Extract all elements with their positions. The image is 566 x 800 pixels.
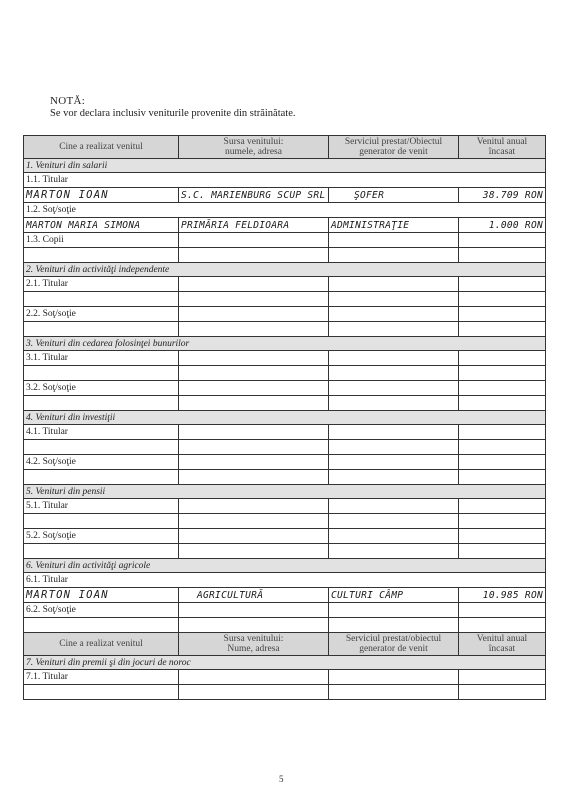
section-title: 7. Venituri din premii şi din jocuri de noroc bbox=[24, 656, 546, 670]
row-label: 2.1. Titular bbox=[24, 277, 179, 292]
income-amount: 1.000 RON bbox=[459, 218, 546, 233]
table-row bbox=[24, 618, 546, 633]
section-title: 4. Venituri din investiţii bbox=[24, 411, 546, 425]
row-label: 5.2. Soţ/soţie bbox=[24, 529, 179, 544]
row-label: 1.1. Titular bbox=[24, 173, 546, 188]
table-row bbox=[24, 351, 546, 366]
header-service: Serviciul prestat/obiectul generator de venit bbox=[329, 633, 459, 656]
table-row bbox=[24, 425, 546, 440]
table-row bbox=[24, 470, 546, 485]
table-row bbox=[24, 455, 546, 470]
income-source: PRIMĂRIA FELDIOARA bbox=[179, 218, 329, 233]
income-amount: 10.985 RON bbox=[459, 588, 546, 603]
income-who: MARTON IOAN bbox=[24, 588, 179, 603]
section-row bbox=[24, 656, 546, 670]
row-label: 2.2. Soţ/soţie bbox=[24, 307, 179, 322]
row-label: 3.1. Titular bbox=[24, 351, 179, 366]
table-row bbox=[24, 514, 546, 529]
income-who: MARTON IOAN bbox=[24, 188, 179, 203]
row-label: 3.2. Soţ/soţie bbox=[24, 381, 179, 396]
section-title: 6. Venituri din activităţi agricole bbox=[24, 559, 546, 573]
income-amount: 38.709 RON bbox=[459, 188, 546, 203]
note-title: NOTĂ: bbox=[50, 95, 86, 107]
income-who: MARTON MARIA SIMONA bbox=[24, 218, 179, 233]
table-row bbox=[24, 499, 546, 514]
table-row bbox=[24, 248, 546, 263]
table-row bbox=[24, 277, 546, 292]
table-row bbox=[24, 366, 546, 381]
table-row bbox=[24, 573, 546, 588]
table-row bbox=[24, 685, 546, 700]
income-source: S.C. MARIENBURG SCUP SRL bbox=[179, 188, 329, 203]
page-number: 5 bbox=[279, 774, 284, 784]
income-service: ŞOFER bbox=[329, 188, 459, 203]
section-row bbox=[24, 559, 546, 573]
table-row bbox=[24, 173, 546, 188]
header-amount: Venitul anual încasat bbox=[459, 136, 546, 159]
section-title: 1. Venituri din salarii bbox=[24, 159, 546, 173]
table-row bbox=[24, 396, 546, 411]
row-label: 4.2. Soţ/soţie bbox=[24, 455, 179, 470]
header-source: Sursa venitului: numele, adresa bbox=[179, 136, 329, 159]
header-amount: Venitul anual încasat bbox=[459, 633, 546, 656]
income-source: AGRICULTURĂ bbox=[179, 588, 329, 603]
table-row bbox=[24, 670, 546, 685]
table-row bbox=[24, 218, 546, 233]
income-service: CULTURI CÂMP bbox=[329, 588, 459, 603]
income-table bbox=[23, 135, 546, 700]
row-label: 1.3. Copii bbox=[24, 233, 179, 248]
table-header-repeat bbox=[24, 633, 546, 656]
row-label: 4.1. Titular bbox=[24, 425, 179, 440]
table-row bbox=[24, 544, 546, 559]
row-label: 6.1. Titular bbox=[24, 573, 546, 588]
table-row bbox=[24, 233, 546, 248]
row-label: 6.2. Soţ/soţie bbox=[24, 603, 179, 618]
header-source: Sursa venitului: Nume, adresa bbox=[179, 633, 329, 656]
table-row bbox=[24, 292, 546, 307]
header-who: Cine a realizat venitul bbox=[24, 136, 179, 159]
income-service: ADMINISTRAŢIE bbox=[329, 218, 459, 233]
table-row bbox=[24, 322, 546, 337]
table-row bbox=[24, 588, 546, 603]
section-row bbox=[24, 485, 546, 499]
row-label: 1.2. Soţ/soţie bbox=[24, 203, 546, 218]
table-row bbox=[24, 440, 546, 455]
table-header bbox=[24, 136, 546, 159]
row-label: 5.1. Titular bbox=[24, 499, 179, 514]
row-label: 7.1. Titular bbox=[24, 670, 179, 685]
section-row bbox=[24, 159, 546, 173]
header-service: Serviciul prestat/Obiectul generator de venit bbox=[329, 136, 459, 159]
section-row bbox=[24, 337, 546, 351]
section-row bbox=[24, 263, 546, 277]
section-title: 2. Venituri din activităţi independente bbox=[24, 263, 546, 277]
section-row bbox=[24, 411, 546, 425]
table-row bbox=[24, 203, 546, 218]
note-text: Se vor declara inclusiv veniturile provenite din străinătate. bbox=[50, 108, 296, 119]
header-who: Cine a realizat venitul bbox=[24, 633, 179, 656]
table-row bbox=[24, 188, 546, 203]
section-title: 5. Venituri din pensii bbox=[24, 485, 546, 499]
table-row bbox=[24, 603, 546, 618]
section-title: 3. Venituri din cedarea folosinţei bunurilor bbox=[24, 337, 546, 351]
table-row bbox=[24, 381, 546, 396]
table-row bbox=[24, 529, 546, 544]
table-row bbox=[24, 307, 546, 322]
